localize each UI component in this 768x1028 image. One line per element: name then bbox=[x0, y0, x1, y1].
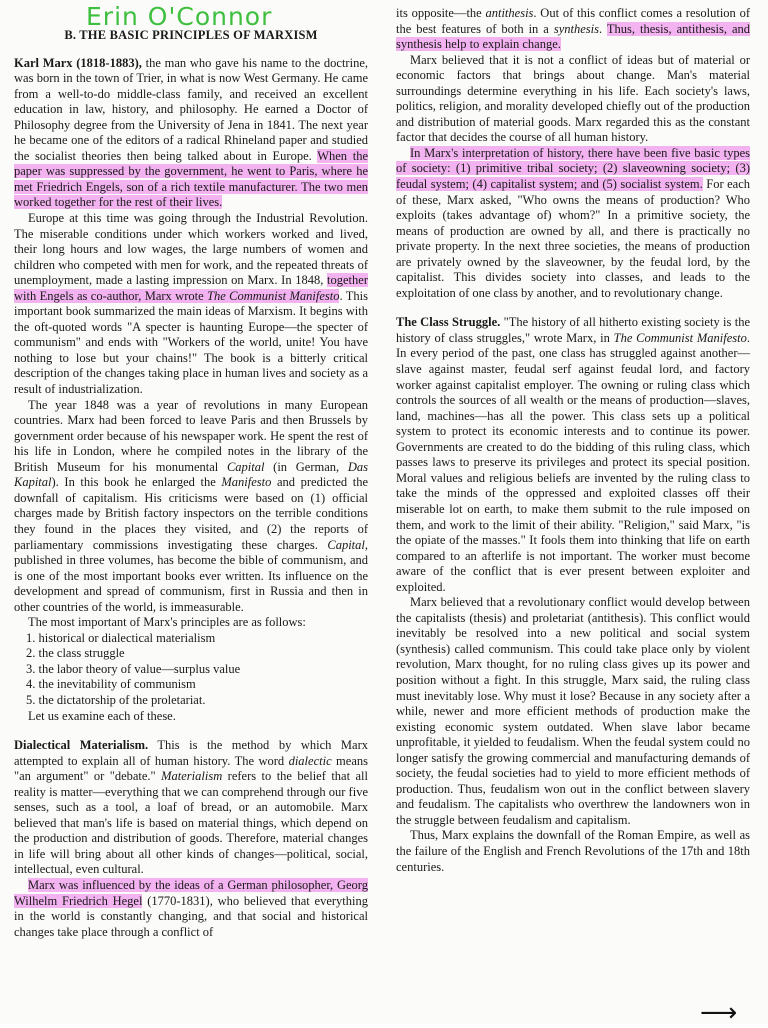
text-run: and predicted the downfall of capitalism. His criticisms were based on (1) official charges made by British factory inspectors on the terrible conditions they found in the places they visited, and (2) the reports of parliamentary commissions investigating these charges. bbox=[14, 475, 369, 552]
italic-term: synthesis bbox=[553, 21, 599, 36]
text-run: , published in three volumes, has become the bible of communism, and is one of the most important books ever written. Its influence on the development and spread of communism, first in Russia and then in other countries of the world, is immeasurable. bbox=[14, 537, 368, 614]
bold-run: Karl Marx (1818-1883), bbox=[14, 55, 142, 70]
highlighted-text: together with Engels as co-author, Marx wrote bbox=[14, 273, 368, 303]
paragraph-industrial-revolution bbox=[14, 211, 368, 398]
paragraph-principles-intro: The most important of Marx's principles are as follows: bbox=[28, 615, 306, 630]
left-column bbox=[14, 28, 368, 940]
italic-title: Capital bbox=[327, 537, 365, 552]
highlighted-text: Thus, thesis, antithesis, and synthesis help to explain change. bbox=[396, 21, 750, 52]
text-run: (1770-1831), who believed that everything in the world is constantly changing, and that social and historical changes take place through a conflict of bbox=[14, 893, 368, 939]
highlighted-text: Marx was influenced by the ideas of a German philosopher, Georg Wilhelm Friedrich Hegel bbox=[14, 877, 368, 908]
list-item: 3. the labor theory of value—surplus value bbox=[26, 661, 241, 676]
italic-title: Das Kapital bbox=[14, 459, 368, 490]
paragraph-dialectical-materialism bbox=[14, 738, 368, 878]
list-item: 1. historical or dialectical materialism bbox=[26, 630, 216, 645]
paragraph-class-struggle bbox=[396, 315, 750, 595]
section-gap bbox=[396, 301, 750, 315]
text-run: refers to the belief that all reality is matter—everything that we can comprehend through our five senses, such as a tool, a loaf of bread, or an automobile. Marx believed that man's life is based on material things, which depend on the production and distribution of goods. Therefore, material changes in life will bring about all other kinds of changes—political, social, intellectual, even cultural. bbox=[14, 769, 368, 877]
paragraph-hegel bbox=[14, 878, 368, 940]
right-column bbox=[396, 6, 750, 875]
italic-term: Materialism bbox=[161, 769, 223, 784]
section-gap bbox=[14, 724, 368, 738]
text-run: means "an argument" or "debate." bbox=[14, 753, 368, 784]
paragraph-downfall: Thus, Marx explains the downfall of the Roman Empire, as well as the failure of the English and French Revolutions of the 17th and 18th centuries. bbox=[396, 828, 750, 874]
list-item: 2. the class struggle bbox=[26, 646, 125, 661]
italic-title: Capital bbox=[226, 459, 265, 474]
text-run: ). In this book he enlarged the bbox=[51, 475, 222, 490]
list-item: 5. the dictatorship of the proletariat. bbox=[26, 692, 206, 707]
principles-list bbox=[14, 631, 368, 709]
paragraph-economic-factors: Marx believed that it is not a conflict of ideas but of material or economic factors that brings about change. Man's material surroundings determine everything in his life. Each society's laws, politics, religion, and morality developed chiefly out of the production and distribution of material goods. Marx regarded this as the constant factor that decides the course of all human history. bbox=[396, 52, 750, 145]
text-run: The year 1848 was a year of revolutions in many European countries. Marx had been forced to leave Paris and then Brussels by government order because of his newspaper work. He spent the rest of his life in London, where he compiled notes in the library of the British Museum for his monumental bbox=[14, 397, 368, 474]
paragraph-examine: Let us examine each of these. bbox=[28, 708, 176, 723]
text-run: (in German, bbox=[264, 459, 348, 474]
italic-term: antithesis bbox=[485, 6, 534, 20]
next-page-arrow-icon: ⟶ bbox=[700, 998, 738, 1028]
paragraph-1848 bbox=[14, 398, 368, 616]
text-run: . In every period of the past, one class has struggled against another—slave against master, feudal serf against feudal lord, and factory worker against capitalist employer. The owning or ruling class which controls the sources of all wealth or the means of production—slaves, land, machines—has all the power. This class sets up a political system to protect its economic interests and to continue its power. Governments are created to do the bidding of this ruling class, which passes laws to preserve its privileges and protect its special position. Moral values and religious beliefs are invented by the ruling class to take the minds of the oppressed and exploited classes off their miserable lot on earth, to make them submit to the rule imposed on them, and work to the limit of their ability. "Religion," said Marx, "is the opiate of the masses." It fools them into thinking that life on earth compared to an afterlife is not important. The worker must become aware of the conflict that is ever present between exploiter and exploited. bbox=[396, 330, 750, 594]
text-run: . This important book summarized the main ideas of Marxism. It begins with the oft-quoted words "A specter is haunting Europe—the specter of communism" and ends with "Workers of the world, unite! You have nothing to lose but your chains!" The book is a bitterly critical description of the changes taking place in human lives and society as a result of industrialization. bbox=[14, 288, 368, 397]
text-run: the man who gave his name to the doctrine, was born in the town of Trier, in what is now West Germany. He came from a well-to-do middle-class family, and received an excellent education in law, history, and philosophy. He earned a Doctor of Philosophy degree from the University of Jena in 1841. The next year he became one of the editors of a radical Rhineland paper and studied the socialist theories then being talked about in Europe. bbox=[14, 55, 368, 163]
highlighted-italic-title: The Communist Manifesto bbox=[207, 288, 340, 303]
list-item: 4. the inevitability of communism bbox=[26, 677, 196, 692]
italic-title: The Communist Manifesto bbox=[613, 330, 747, 345]
italic-title: Manifesto bbox=[221, 475, 272, 490]
text-run: "The history of all hitherto existing society is the history of class struggles," wrote Marx, in bbox=[396, 315, 750, 345]
paragraph-revolutionary-conflict: Marx believed that a revolutionary conflict would develop between the capitalists (thesis) and proletariat (antithesis). This conflict would inevitably be resolved into a new political and social system (synthesis) called communism. This could take place only by violent revolution, Marx thought, for no ruling class gives up its power and position without a fight. In this struggle, Marx said, the ruling class must inevitably lose. Why must it lose? Because in any society after a while, newer and more efficient methods of production make the existing economic system outdated. When slave labor became unprofitable, it yielded to feudalism. When the feudal system could no longer satisfy the growing commercial and manufacturing demands of society, the feudal societies had to yield to more efficient methods of production. Thus, feudalism won out in the conflict between slavery and feudalism. The capitalists who overthrew the landowners won in the struggle between feudalism and capitalism. bbox=[396, 595, 750, 827]
text-run: . Out of this conflict comes a resolution of the best features of both in a bbox=[396, 6, 750, 36]
highlighted-text: In Marx's interpretation of history, there have been five basic types of society: (1) primitive tribal society; (2) slaveowning society; (3) feudal system; (4) capitalist system; and (5) socialist system. bbox=[396, 145, 750, 192]
text-run: . bbox=[598, 21, 607, 36]
highlighted-text: When the paper was suppressed by the government, he went to Paris, where he met Friedrich Engels, son of a rich textile manufacturer. The two men worked together for the rest of their lives. bbox=[14, 148, 368, 210]
section-heading: B. THE BASIC PRINCIPLES OF MARXISM bbox=[64, 28, 318, 42]
bold-run: The Class Struggle. bbox=[396, 315, 501, 330]
text-run: This is the method by which Marx attempted to explain all of human history. The word bbox=[14, 738, 368, 768]
handwritten-name: Erin O'Connor bbox=[86, 2, 273, 31]
paragraph-antithesis bbox=[396, 6, 750, 53]
text-run: Europe at this time was going through the Industrial Revolution. The miserable conditions under which workers worked and lived, their long hours and low wages, the large numbers of women and children who competed with men for work, and the repeated threats of unemployment, made a lasting impression on Marx. In 1848, bbox=[14, 211, 368, 288]
italic-term: dialectic bbox=[288, 753, 332, 768]
paragraph-five-societies bbox=[396, 146, 750, 301]
text-run: For each of these, Marx asked, "Who owns the means of production? Who exploits (takes advantage of) whom?" In a primitive society, the means of production are owned by all, and there is practically no private property. In the next three societies, the means of production are privately owned by the slaveowner, by the feudal lord, by the capitalist. This divides society into classes, and leads to the exploitation of one class by another, and to revolutionary change. bbox=[396, 177, 751, 300]
paragraph-marx-bio bbox=[14, 56, 368, 211]
bold-run: Dialectical Materialism. bbox=[14, 738, 149, 753]
text-run: its opposite—the bbox=[396, 6, 486, 20]
